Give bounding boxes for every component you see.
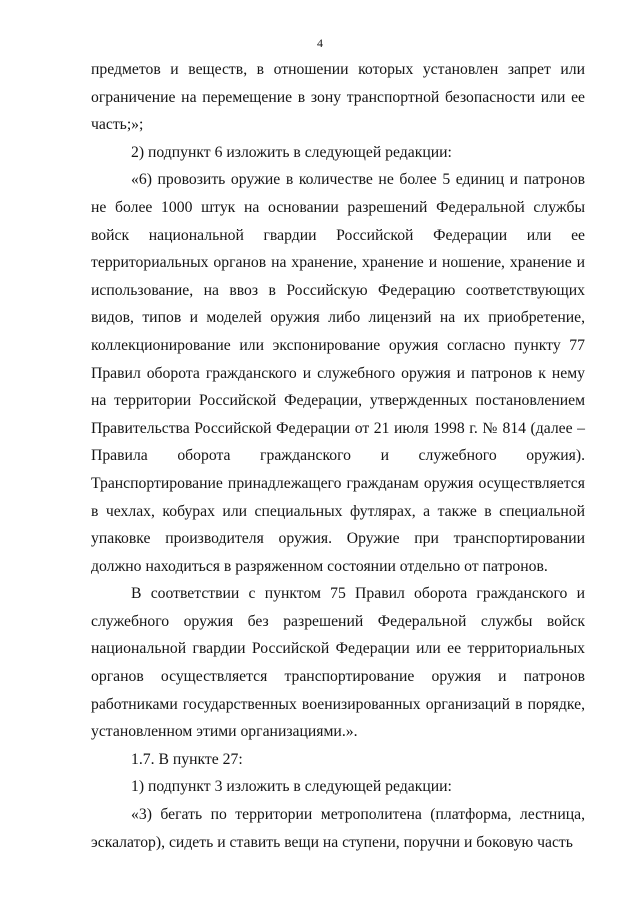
- paragraph-clause-75-reference: В соответствии с пунктом 75 Правил оборота гражданского и служебного оружия без разрешений Федеральной службы войск национальной гвардии Российской Федерации или ее территориальных органов осуществляется транспортирование оружия и патронов работниками государственных военизированных организаций в порядке, установленном этими организациями.».: [91, 585, 585, 741]
- paragraph-section-1-7-heading: 1.7. В пункте 27:: [131, 750, 243, 768]
- paragraph-subclause-6-text: «6) провозить оружие в количестве не более 5 единиц и патронов не более 1000 штук на основании разрешений Федеральной службы войск национальной гвардии Российской Федерации или ее территориальных органов на хранение, хранение и ношение, хранение и использование, на ввоз в Российскую Федерацию соответствующих видов, типов и моделей оружия либо лицензий на их приобретение, коллекционирование или экспонирование оружия согласно пункту 77 Правил оборота гражданского и служебного оружия и патронов к нему на территории Российской Федерации, утвержденных постановлением Правительства Российской Федерации от 21 июля 1998 г. № 814 (далее – Правила оборота гражданского и служебного оружия). Транспортирование принадлежащего гражданам оружия осуществляется в чехлах, кобурах или специальных футлярах, а также в специальной упаковке производителя оружия. Оружие при транспортировании должно находиться в разряженном состоянии отдельно от патронов.: [91, 171, 585, 575]
- page-number: 4: [317, 36, 323, 50]
- paragraph-subclause-3-intro: 1) подпункт 3 изложить в следующей редакции:: [131, 778, 452, 796]
- document-body: [91, 56, 585, 856]
- paragraph-subclause-3-text: «3) бегать по территории метрополитена (платформа, лестница, эскалатор), сидеть и ставить вещи на ступени, поручни и боковую часть: [91, 806, 585, 851]
- paragraph-subclause-2-intro: 2) подпункт 6 изложить в следующей редакции:: [131, 143, 452, 161]
- paragraph-continuation: предметов и веществ, в отношении которых установлен запрет или ограничение на перемещение в зону транспортной безопасности или ее часть;»;: [91, 61, 585, 134]
